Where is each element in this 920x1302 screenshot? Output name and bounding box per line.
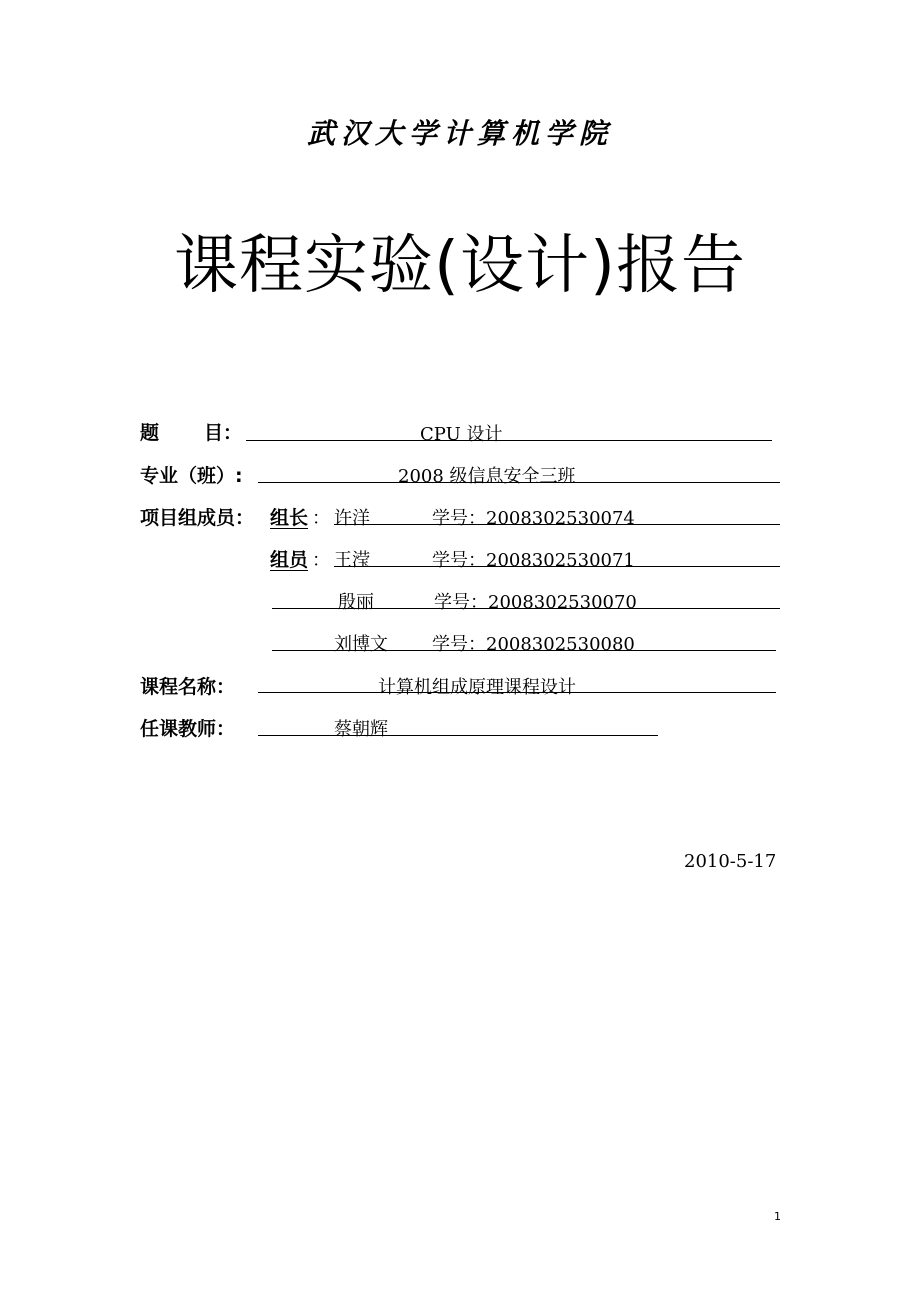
member-student-id: 学号：2008302530080 [432, 634, 635, 655]
member-underline [272, 650, 776, 651]
school-name: 武汉大学计算机学院 [306, 117, 613, 150]
major-underline [258, 482, 780, 483]
member-name: 王滢 [334, 550, 370, 571]
member-name: 殷丽 [338, 592, 374, 613]
leader-student-id: 学号：2008302530074 [432, 508, 635, 529]
report-date: 2010-5-17 [684, 851, 777, 872]
member-name: 刘博文 [334, 634, 388, 655]
topic-label-a: 题 [140, 422, 160, 444]
topic-label-b: 目： [204, 422, 243, 444]
members-label: 项目组成员： [140, 507, 255, 529]
member-student-id: 学号：2008302530070 [434, 592, 637, 613]
course-value: 计算机组成原理课程设计 [378, 677, 576, 698]
report-title: 课程实验(设计)报告 [174, 229, 746, 303]
member-underline [272, 608, 780, 609]
major-value: 2008 级信息安全三班 [398, 466, 576, 487]
member-student-id: 学号：2008302530071 [432, 550, 635, 571]
page-number: 1 [774, 1210, 781, 1223]
course-label: 课程名称： [140, 676, 236, 698]
teacher-label: 任课教师： [140, 718, 236, 740]
topic-underline [246, 440, 772, 441]
teacher-value: 蔡朝辉 [334, 719, 388, 740]
member-label: 组员 [270, 549, 309, 571]
leader-name: 许洋 [334, 508, 370, 529]
teacher-underline [258, 735, 658, 736]
topic-value: CPU 设计 [420, 424, 503, 445]
member-colon: ： [312, 550, 330, 571]
leader-colon: ： [312, 508, 330, 529]
course-underline [258, 692, 776, 693]
leader-label: 组长 [270, 507, 309, 529]
member-underline [334, 566, 780, 567]
major-label: 专业（班）: [140, 465, 243, 487]
leader-underline [334, 524, 780, 525]
